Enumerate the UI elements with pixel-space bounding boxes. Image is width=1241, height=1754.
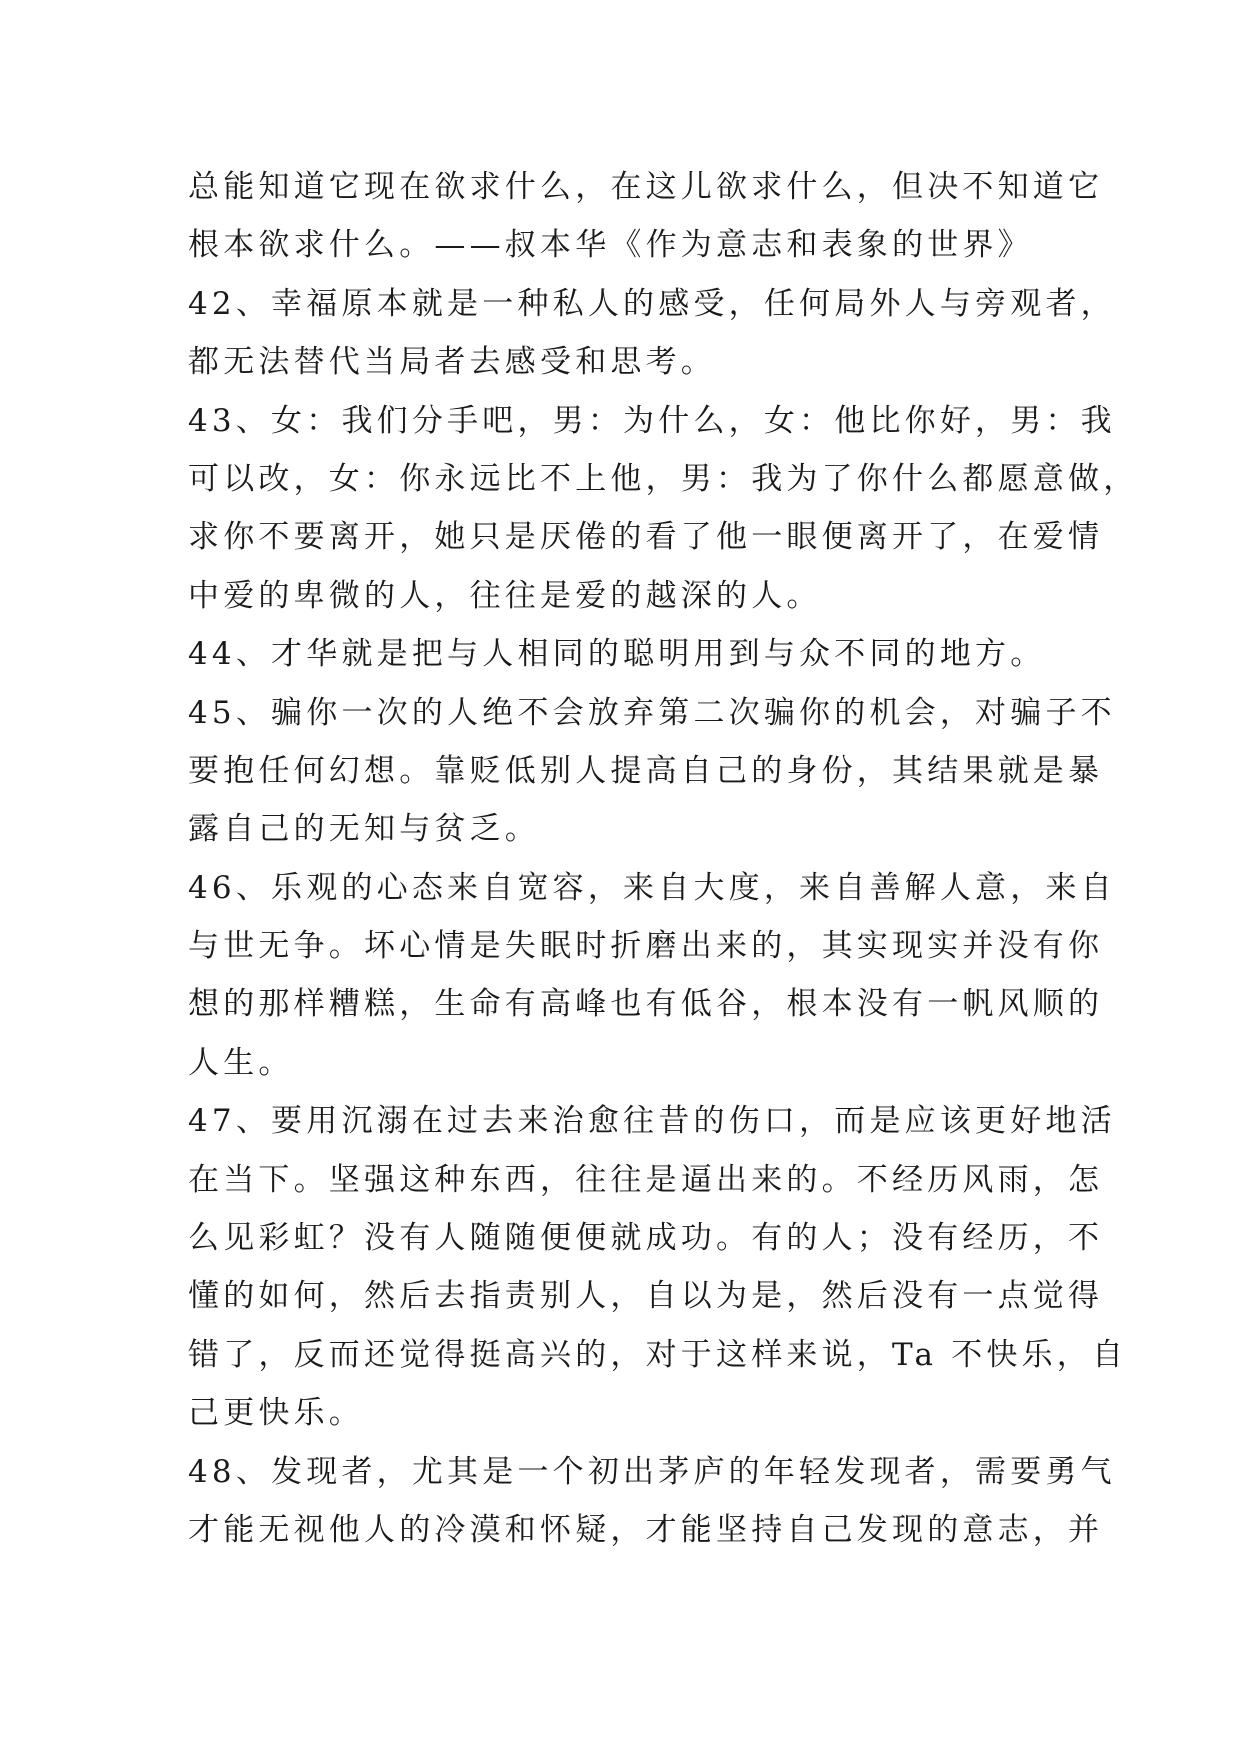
text-line: 45、骗你一次的人绝不会放弃第二次骗你的机会，对骗子不: [188, 694, 1116, 731]
text-line: 47、要用沉溺在过去来治愈往昔的伤口，而是应该更好地活: [188, 1103, 1116, 1140]
text-line: 人生。: [188, 1044, 294, 1081]
text-line: 求你不要离开，她只是厌倦的看了他一眼便离开了，在爱情: [188, 519, 1104, 556]
text-line: 42、幸福原本就是一种私人的感受，任何局外人与旁观者，: [188, 285, 1116, 322]
text-line: 己更快乐。: [188, 1395, 364, 1432]
text-line: 想的那样糟糕，生命有高峰也有低谷，根本没有一帆风顺的: [188, 986, 1104, 1023]
text-line: 在当下。坚强这种东西，往往是逼出来的。不经历风雨，怎: [188, 1161, 1104, 1198]
text-line: 44、才华就是把与人相同的聪明用到与众不同的地方。: [188, 636, 1046, 673]
text-line: 48、发现者，尤其是一个初出茅庐的年轻发现者，需要勇气: [188, 1453, 1116, 1490]
text-line: 中爱的卑微的人，往往是爱的越深的人。: [188, 577, 822, 614]
text-line: 根本欲求什么。——叔本华《作为意志和表象的世界》: [188, 227, 1033, 264]
text-line: 都无法替代当局者去感受和思考。: [188, 344, 716, 381]
text-line: 要抱任何幻想。靠贬低别人提高自己的身份，其结果就是暴: [188, 752, 1104, 789]
text-line: 么见彩虹？没有人随随便便就成功。有的人；没有经历，不: [188, 1220, 1104, 1257]
text-line: 错了，反而还觉得挺高兴的，对于这样来说，Ta 不快乐，自: [188, 1336, 1128, 1373]
text-line: 与世无争。坏心情是失眠时折磨出来的，其实现实并没有你: [188, 928, 1104, 965]
text-line: 可以改，女：你永远比不上他，男：我为了你什么都愿意做，: [188, 460, 1139, 497]
text-line: 懂的如何，然后去指责别人，自以为是，然后没有一点觉得: [188, 1278, 1104, 1315]
text-line: 43、女：我们分手吧，男：为什么，女：他比你好，男：我: [188, 402, 1116, 439]
text-line: 才能无视他人的冷漠和怀疑，才能坚持自己发现的意志，并: [188, 1511, 1104, 1548]
text-line: 总能知道它现在欲求什么，在这儿欲求什么，但决不知道它: [188, 169, 1104, 205]
text-line: 46、乐观的心态来自宽容，来自大度，来自善解人意，来自: [188, 869, 1116, 906]
text-line: 露自己的无知与贫乏。: [188, 811, 540, 848]
document-body: [188, 158, 1139, 1559]
